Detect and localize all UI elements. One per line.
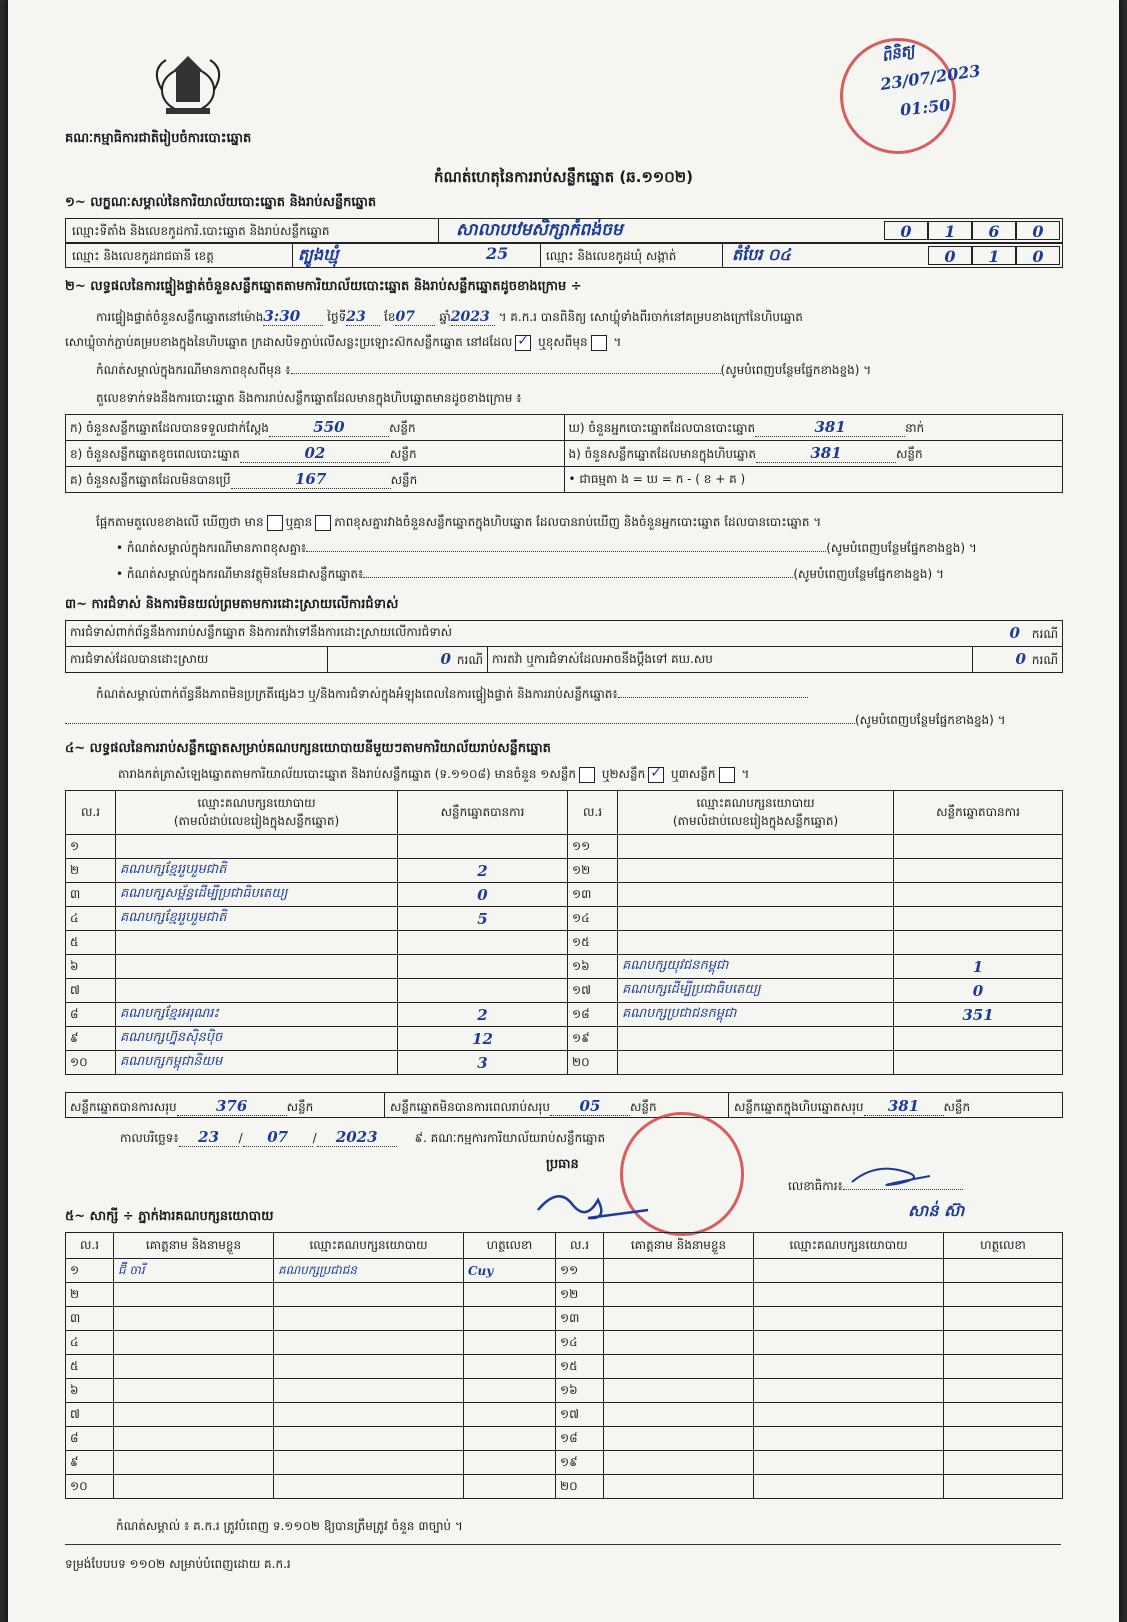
party-name[interactable] [618,907,894,931]
row-number: ១១ [556,1259,604,1283]
witness-signature[interactable]: Cuy [464,1259,556,1283]
table-row [66,1355,1063,1379]
witness-signature[interactable] [944,1259,1063,1283]
table-row [66,1051,1063,1075]
party-name[interactable] [618,835,894,859]
has-diff-checkbox[interactable] [267,515,283,531]
witness-party[interactable] [754,1451,944,1475]
witness-name[interactable] [114,1403,274,1427]
witness-signature[interactable] [944,1427,1063,1451]
witness-party[interactable] [754,1475,944,1499]
row-number: ៣ [66,1307,114,1331]
witness-party[interactable] [274,1283,464,1307]
section1-heading: ១~ លក្ខណៈសម្គាល់នៃការិយាល័យបោះឆ្នោត និងរាប់សន្លឹកឆ្នោត [65,195,377,210]
witness-party[interactable] [274,1379,464,1403]
witness-signature[interactable] [464,1331,556,1355]
party-name[interactable] [116,931,398,955]
vote-count[interactable]: 2 [398,859,568,883]
s4-date: កាលបរិច្ឆេទ៖ 23 / 07 / 2023 ៩. គណៈកម្មការការិយាល័យរាប់សន្លឹកឆ្នោត [120,1128,606,1146]
party-name[interactable]: គណបក្សដើម្បីប្រជាធិបតេយ្យ [618,979,894,1003]
total-valid[interactable]: 376 [177,1097,287,1116]
table-row [66,1427,1063,1451]
row-number: ១៩ [568,1027,618,1051]
table-row [66,1307,1063,1331]
voters-count[interactable]: 381 [755,418,905,437]
s1-row2-label2: ឈ្មោះ និងលេខកូដឃុំ សង្កាត់ [546,249,677,263]
witness-party[interactable] [754,1283,944,1307]
party-name[interactable]: គណបក្សហ្វ៊ុនស៊ិនប៉ិច [116,1027,398,1051]
table-row [66,1475,1063,1499]
vote-count[interactable] [894,859,1063,883]
witness-name[interactable] [604,1403,754,1427]
witness-party[interactable]: គណបក្សប្រជាជន [274,1259,464,1283]
party-name[interactable]: គណបក្សប្រជាជនកម្ពុជា [618,1003,894,1027]
s2-note2: • កំណត់សម្គាល់ក្នុងករណីមានភាពខុសគ្នា៖ (សូមបំពេញបន្ថែមផ្នែកខាងខ្នង) ។ [116,541,977,555]
table-row: គ) ចំនួនសន្លឹកឆ្នោតដែលមិនបានប្រើ 167 សន្លឹក • ជាធម្មតា ង = ឃ = ក - ( ខ + គ ) [66,467,1063,493]
row-number: ១២ [556,1283,604,1307]
row-number: ២ [66,859,116,883]
witness-name[interactable] [114,1427,274,1451]
s2-figures-table [65,414,1063,493]
vote-count[interactable]: 3 [398,1051,568,1075]
vote-count[interactable]: 12 [398,1027,568,1051]
witness-name[interactable] [604,1283,754,1307]
s2-compare: ផ្អែកតាមតួលេខខាងលើ ឃើញថា មាន ឬគ្មាន ភាពខុសគ្នារវាងចំនួនសន្លឹកឆ្នោតក្នុងហិបឆ្នោត ដែលបានរាប់ឃើញ និងចំនួនអ្នកបោះឆ្នោត ដែលបានបោះឆ្នោត ។ [96,515,822,529]
witness-party[interactable] [274,1355,464,1379]
s3-note-line: (សូមបំពេញបន្ថែមផ្នែកខាងខ្នង) ។ [65,712,1061,730]
row-number: ៨ [66,1003,116,1027]
witness-table [65,1232,1063,1499]
row-number: ១៥ [556,1355,604,1379]
witness-name[interactable]: ជ៊ី ចារី [114,1259,274,1283]
row-number: ១៨ [568,1003,618,1027]
appeal-count[interactable]: 0 [1015,649,1026,668]
witness-party[interactable] [754,1427,944,1451]
party-name[interactable] [116,835,398,859]
row-number: ១៤ [556,1331,604,1355]
row-number: ៦ [66,955,116,979]
party-name[interactable] [618,931,894,955]
witness-signature[interactable] [464,1427,556,1451]
s2-time[interactable]: 3:30 [263,307,323,326]
form-footer: ទម្រង់បែបបទ ១១០២ សម្រាប់បំពេញដោយ គ.ក.រ [65,1557,291,1571]
table-row [66,1283,1063,1307]
different-checkbox[interactable] [591,335,607,351]
witness-signature[interactable] [944,1331,1063,1355]
witness-party[interactable] [754,1307,944,1331]
party-name[interactable] [618,859,894,883]
witness-name[interactable] [114,1307,274,1331]
org-name: គណៈកម្មាធិការជាតិរៀបចំការបោះឆ្នោត [65,131,252,146]
vote-count[interactable] [398,931,568,955]
vote-count[interactable] [894,907,1063,931]
table-row: ការជំទាស់ពាក់ព័ន្ធនឹងការរាប់សន្លឹកឆ្នោត និងការតវ៉ាទៅនឹងការដោះស្រាយលើការជំទាស់ 0 ករណី [66,621,1063,647]
witness-name[interactable] [604,1331,754,1355]
s4-sub: តារាងកត់ត្រាសំឡេងឆ្នោតតាមការិយាល័យបោះឆ្នោត និងរាប់សន្លឹកឆ្នោត (ទ.១១០៨) មានចំនួន ១សន្លឹក ឬ២សន្លឹក✓ ឬ៣សន្លឹក ។ [118,766,749,784]
witness-party[interactable] [274,1307,464,1331]
no-diff-checkbox[interactable] [315,515,331,531]
row-number: ៦ [66,1379,114,1403]
witness-party[interactable] [274,1427,464,1451]
witness-party[interactable] [754,1331,944,1355]
table-row [66,1331,1063,1355]
section2-heading: ២~ លទ្ធផលនៃការផ្ទៀងផ្ទាត់ចំនួនសន្លឹកឆ្នោតតាមការិយាល័យបោះឆ្នោត និងរាប់សន្លឹកឆ្នោតដូចខាងក្រោម ÷ [65,279,582,294]
witness-name[interactable] [604,1379,754,1403]
party-name[interactable]: គណបក្សខ្មែររួបរួមជាតិ [116,907,398,931]
row-number: ២០ [556,1475,604,1499]
witness-signature[interactable] [464,1355,556,1379]
secretary-signature-icon [846,1162,936,1192]
witness-signature[interactable] [464,1379,556,1403]
row-number: ១០ [66,1475,114,1499]
section3-heading: ៣~ ការជំទាស់ និងការមិនយល់ព្រមតាមការដោះស្រាយលើការជំទាស់ [65,597,399,612]
row-number: ១៦ [568,955,618,979]
form-page [8,0,1119,1622]
row-number: ១៣ [556,1307,604,1331]
row-number: ១០ [66,1051,116,1075]
witness-signature[interactable] [944,1283,1063,1307]
party-name[interactable] [618,1027,894,1051]
row-number: ៧ [66,979,116,1003]
table-row: ការជំទាស់ដែលបានដោះស្រាយ 0 ករណី ការតវ៉ា ឬការជំទាស់ដែលអាចនឹងប្តឹងទៅ គឃ.សប 0 ករណី [66,647,1063,673]
row-number: ២០ [568,1051,618,1075]
vote-count[interactable]: 5 [398,907,568,931]
table-row [66,1027,1063,1051]
s2-line3: តួលេខទាក់ទងនឹងការបោះឆ្នោត និងការរាប់សន្លឹកឆ្នោតដែលមានក្នុងហិបឆ្នោតមានដូចខាងក្រោម ៖ [96,391,522,405]
witness-name[interactable] [604,1427,754,1451]
witness-name[interactable] [114,1451,274,1475]
vote-count[interactable] [398,955,568,979]
three-sheet-checkbox[interactable] [719,767,735,783]
section5-heading: ៥~ សាក្សី ÷ ភ្នាក់ងារគណបក្សនយោបាយ [65,1209,274,1224]
table-row [66,1379,1063,1403]
secretary-line: លេខាធិការ៖ [788,1178,963,1196]
row-number: ១៨ [556,1427,604,1451]
table-row [66,1003,1063,1027]
row-number: ៤ [66,1331,114,1355]
row-number: ៩ [66,1027,116,1051]
total-in-box[interactable]: 381 [864,1097,944,1116]
witness-header-row: ល.រ គោត្តនាម និងនាមខ្លួន ឈ្មោះគណបក្សនយោបាយ ហត្ថលេខា ល.រ គោត្តនាម និងនាមខ្លួន ឈ្មោះគណបក្សនយោបាយ ហត្ថលេខា [66,1233,1063,1259]
s2-year[interactable]: 2023 [451,309,495,326]
witness-name[interactable] [604,1475,754,1499]
witness-signature[interactable] [464,1403,556,1427]
s2-line2: សោឃ្លុំចាក់ភ្ជាប់គម្របខាងក្នុងនៃហិបឆ្នោត ក្រដាសបិទភ្ជាប់លើសន្លះប្រឡោះស៊កសន្លឹកឆ្នោត នៅដដែល✓ ឬខុសពីមុន ។ [65,334,621,352]
s1-location[interactable]: សាលាបឋមសិក្សាកំពង់ចម [456,220,623,240]
two-sheet-checkbox[interactable] [648,767,664,783]
table-row [66,1451,1063,1475]
witness-party[interactable] [754,1259,944,1283]
witness-name[interactable] [114,1355,274,1379]
spoiled-ballots[interactable]: 02 [240,444,390,463]
s4-totals: សន្លឹកឆ្នោតបានការសរុប 376 សន្លឹក សន្លឹកឆ្នោតមិនបានការពេលរាប់សរុប 05 សន្លឹក សន្លឹកឆ្នោតក្នុងហិបឆ្នោតសរុប 381 សន្លឹក [65,1092,1063,1118]
same-checkbox[interactable] [515,335,531,351]
s1-row2-label: ឈ្មោះ និងលេខកូដរាជធានី ខេត្ត [72,249,214,263]
witness-party[interactable] [274,1451,464,1475]
stamp-date: 23/07/2023 [879,61,982,94]
row-number: ២ [66,1283,114,1307]
party-name[interactable] [618,1051,894,1075]
party-name[interactable]: គណបក្សសម្ព័ន្ធដើម្បីប្រជាធិបតេយ្យ [116,883,398,907]
row-number: ៨ [66,1427,114,1451]
witness-party[interactable] [274,1475,464,1499]
witness-name[interactable] [114,1331,274,1355]
party-name[interactable]: គណបក្សកម្ពុជានិយម [116,1051,398,1075]
witness-signature[interactable] [944,1451,1063,1475]
party-name[interactable] [116,955,398,979]
row-number: ៥ [66,931,116,955]
row-number: ៤ [66,907,116,931]
s1-province-code[interactable]: 25 [486,244,509,263]
s1-province[interactable]: ត្បូងឃ្មុំ [298,245,339,264]
s2-line1: ការផ្ទៀងផ្ទាត់ចំនួនសន្លឹកឆ្នោតនៅម៉ោង3:30 ថ្ងៃទី23 ខែ07 ឆ្នាំ2023 ។ គ.ក.រ បានពិនិត្យ សោឃ្លុំទាំងពីរចាក់នៅគម្របខាងក្រៅនៃហិបឆ្នោត [96,307,803,325]
table-row: ក) ចំនួនសន្លឹកឆ្នោតដែលបានទទួលជាក់ស្តែង 550 សន្លឹក ឃ) ចំនួនអ្នកបោះឆ្នោតដែលបានបោះឆ្នោត 381 នាក់ [66,415,1063,441]
one-sheet-checkbox[interactable] [579,767,595,783]
table-row [66,883,1063,907]
s3-table [65,620,1063,673]
objections-count[interactable]: 0 [1009,623,1020,642]
votes-header-row: ល.រ ឈ្មោះគណបក្សនយោបាយ (តាមលំដាប់លេខរៀងក្នុងសន្លឹកឆ្នោត) សន្លឹកឆ្នោតបានការ ល.រ ឈ្មោះគណបក្សនយោបាយ (តាមលំដាប់លេខរៀងក្នុងសន្លឹកឆ្នោត) សន្លឹកឆ្នោតបានការ [66,791,1063,835]
section4-heading: ៤~ លទ្ធផលនៃការរាប់សន្លឹកឆ្នោតសម្រាប់គណបក្សនយោបាយនីមួយៗតាមការិយាល័យរាប់សន្លឹកឆ្នោត [65,741,551,756]
s1-row2 [65,243,1063,268]
row-number: ៩ [66,1451,114,1475]
row-number: ១៦ [556,1379,604,1403]
president-label: ប្រធាន [546,1157,579,1172]
s3-note: កំណត់សម្គាល់ពាក់ព័ន្ធនឹងភាពមិនប្រក្រតីផ្សេងៗ ឬ/និងការជំទាស់ក្នុងអំឡុងពេលនៃការផ្ទៀងផ្ទាត់ និងការរាប់សន្លឹកឆ្នោត៖ [96,686,1056,704]
party-name[interactable] [618,883,894,907]
witness-party[interactable] [274,1403,464,1427]
vote-count[interactable] [894,883,1063,907]
table-row [66,1403,1063,1427]
vote-count[interactable] [894,835,1063,859]
vote-count[interactable]: 1 [894,955,1063,979]
row-number: ១៧ [568,979,618,1003]
party-name[interactable]: គណបក្សខ្មែរអរុណរះ [116,1003,398,1027]
emblem-icon [146,50,230,120]
witness-signature[interactable] [944,1379,1063,1403]
witness-signature[interactable] [944,1475,1063,1499]
s1-row1-code: 0 1 6 0 [884,221,1060,240]
stamp-note: ពិនិត្យ [880,40,917,66]
witness-signature[interactable] [464,1475,556,1499]
table-row: ខ) ចំនួនសន្លឹកឆ្នោតខូចពេលបោះឆ្នោត 02 សន្លឹក ង) ចំនួនសន្លឹកឆ្នោតដែលមានក្នុងហិបឆ្នោត 381 សន្លឹក [66,441,1063,467]
witness-party[interactable] [274,1331,464,1355]
table-row [66,1259,1063,1283]
witness-signature[interactable] [944,1355,1063,1379]
received-ballots[interactable]: 550 [269,418,389,437]
table-row [66,907,1063,931]
witness-party[interactable] [754,1379,944,1403]
vote-count[interactable] [894,931,1063,955]
row-number: ៥ [66,1355,114,1379]
row-number: ១៧ [556,1403,604,1427]
witness-name[interactable] [114,1379,274,1403]
row-number: ៧ [66,1403,114,1427]
stamp-time: 01:50 [899,95,952,120]
president-signature-icon [528,1180,658,1230]
row-number: ១១ [568,835,618,859]
vote-count[interactable] [894,1051,1063,1075]
table-row [66,931,1063,955]
witness-name[interactable] [604,1259,754,1283]
vote-count[interactable] [398,979,568,1003]
vote-count[interactable]: 2 [398,1003,568,1027]
vote-count[interactable]: 0 [398,883,568,907]
ballots-in-box[interactable]: 381 [756,444,896,463]
witness-party[interactable] [754,1355,944,1379]
party-name[interactable]: គណបក្សខ្មែរ​រួបរួមជាតិ [116,859,398,883]
witness-name[interactable] [604,1355,754,1379]
s1-row1-label: ឈ្មោះទីតាំង និងលេខកូដការិ.បោះឆ្នោត និងរាប់សន្លឹកឆ្នោត [72,224,330,238]
row-number: ១ [66,1259,114,1283]
total-invalid[interactable]: 05 [550,1097,630,1116]
vote-count[interactable]: 0 [894,979,1063,1003]
table-row [66,835,1063,859]
table-row [66,955,1063,979]
s1-commune[interactable]: តំបែរ ០៤ [732,245,791,264]
witness-signature[interactable] [464,1307,556,1331]
vote-count[interactable]: 351 [894,1003,1063,1027]
witness-name[interactable] [114,1283,274,1307]
row-number: ១២ [568,859,618,883]
vote-count[interactable] [398,835,568,859]
s2-day[interactable]: 23 [346,309,380,326]
vote-count[interactable] [894,1027,1063,1051]
votes-table [65,790,1063,1075]
resolved-count[interactable]: 0 [440,649,451,668]
form-title: កំណត់ហេតុនៃការរាប់សន្លឹកឆ្នោត (ឆ.១១០២) [433,168,693,186]
s1-row1 [65,218,1063,243]
witness-signature[interactable] [464,1283,556,1307]
witness-name[interactable] [604,1451,754,1475]
party-name[interactable] [116,979,398,1003]
witness-name[interactable] [114,1475,274,1499]
unused-ballots[interactable]: 167 [231,470,391,489]
row-number: ១៩ [556,1451,604,1475]
witness-signature[interactable] [464,1451,556,1475]
s1-row2-code: 0 1 0 [928,246,1060,265]
row-number: ១៤ [568,907,618,931]
witness-party[interactable] [754,1403,944,1427]
witness-name[interactable] [604,1307,754,1331]
secretary-name: សាន់ ស៊ា [908,1201,965,1220]
witness-signature[interactable] [944,1307,1063,1331]
table-row [66,979,1063,1003]
row-number: ១ [66,835,116,859]
table-row [66,859,1063,883]
footer-note: កំណត់សម្គាល់ ៖ គ.ក.រ ត្រូវបំពេញ ទ.១១០២ ឱ្យបានត្រឹមត្រូវ ចំនួន ៣ច្បាប់ ។ [116,1519,463,1533]
witness-signature[interactable] [944,1403,1063,1427]
s2-note3: • កំណត់សម្គាល់ក្នុងករណីមានវត្ថុមិនមែនជាសន្លឹកឆ្នោត៖ (សូមបំពេញបន្ថែមផ្នែកខាងខ្នង) ។ [116,567,944,581]
party-name[interactable]: គណបក្សយុវជនកម្ពុជា [618,955,894,979]
s2-month[interactable]: 07 [395,309,435,326]
s2-note1: កំណត់សម្គាល់ក្នុងករណីមានភាពខុសពីមុន ៖ (សូមបំពេញបន្ថែមផ្នែកខាងខ្នង) ។ [96,363,872,377]
row-number: ៣ [66,883,116,907]
row-number: ១៣ [568,883,618,907]
row-number: ១៥ [568,931,618,955]
